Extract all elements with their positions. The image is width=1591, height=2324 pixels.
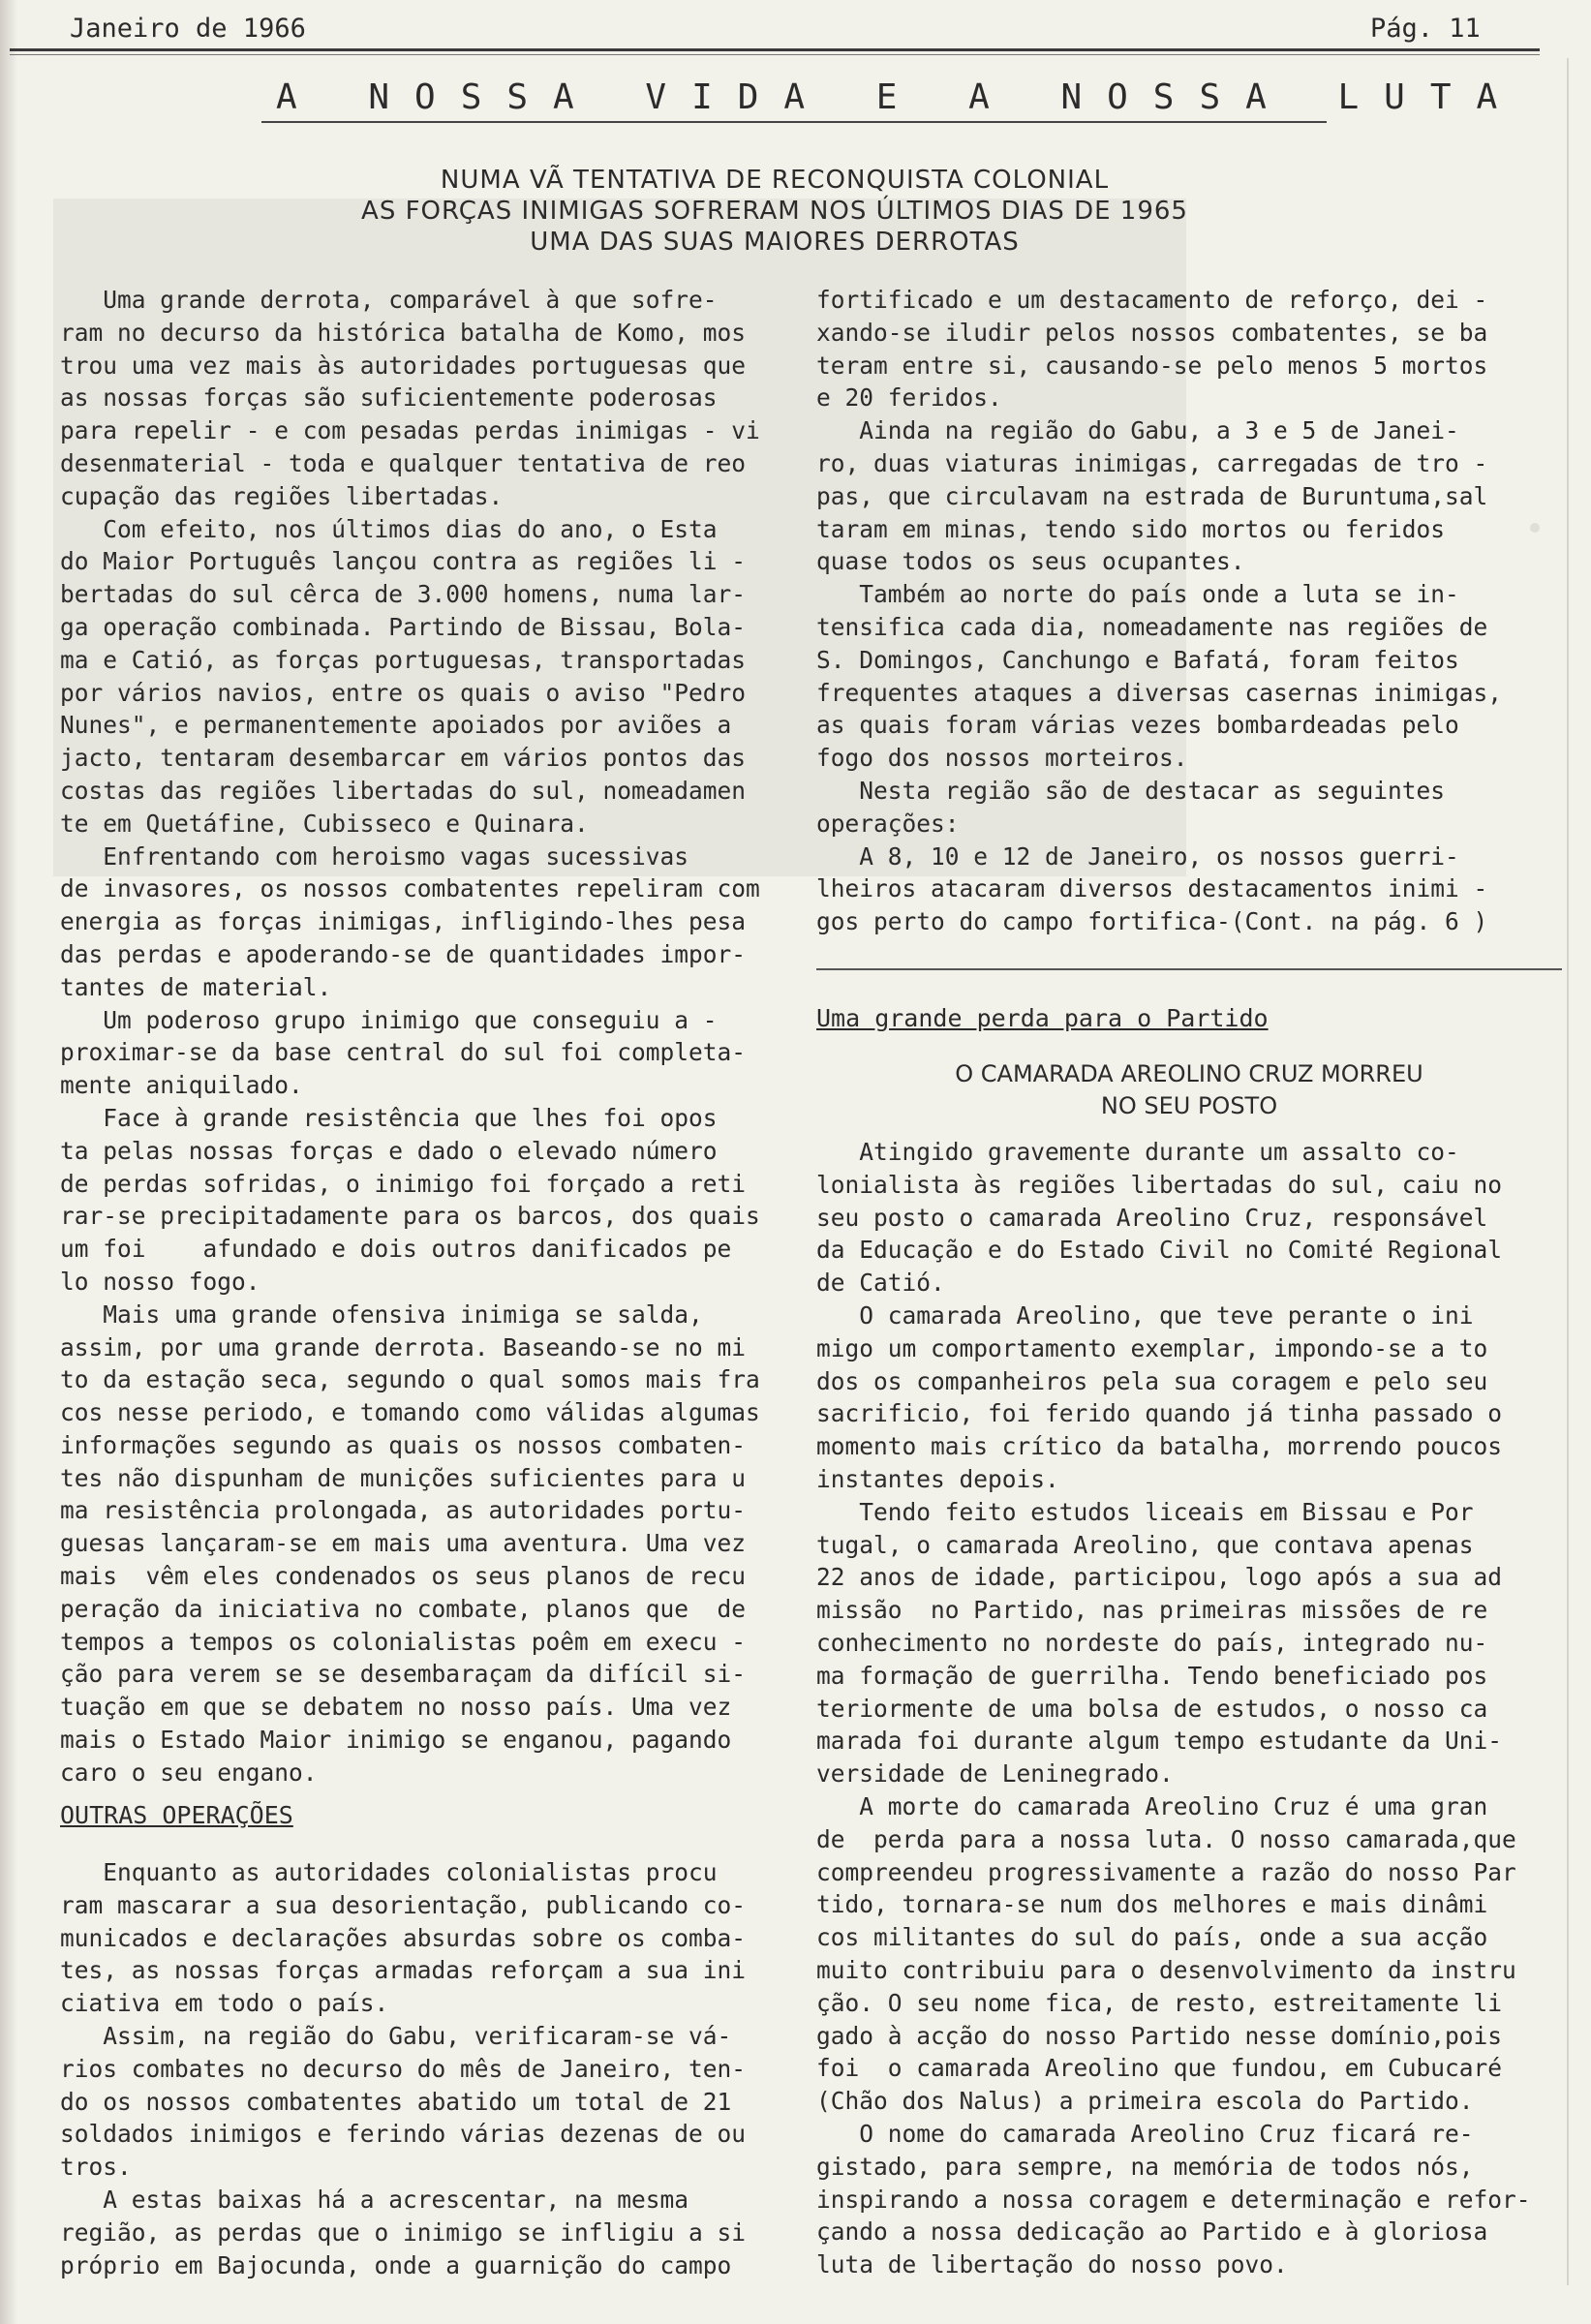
text-line: de invasores, os nossos combatentes repeliram com — [60, 874, 760, 903]
text-line: Enquanto as autoridades colonialistas procu — [60, 1858, 718, 1886]
obituary-column — [816, 1136, 1562, 2281]
text-line: mais vêm eles condenados os seus planos de recu — [60, 1562, 747, 1591]
text-line: tes, as nossas forças armadas reforçam a sua ini — [60, 1956, 747, 1985]
headline-line: UMA DAS SUAS MAIORES DERROTAS — [530, 228, 1020, 257]
text-line: quase todos os seus ocupantes. — [816, 547, 1245, 576]
text-line: to da estação seca, segundo o qual somos mais fra — [60, 1365, 760, 1394]
text-line: jacto, tentaram desembarcar em vários pontos das — [60, 744, 747, 773]
text-line: te em Quetáfine, Cubisseco e Quinara. — [60, 809, 589, 838]
text-line: rios combates no decurso do mês de Janeiro, ten- — [60, 2054, 747, 2083]
text-line: de Catió. — [816, 1269, 945, 1298]
text-line: Nunes", e permanentemente apoiados por aviões a — [60, 711, 732, 740]
text-line: Um poderoso grupo inimigo que conseguiu a - — [60, 1005, 718, 1034]
text-line: proximar-se da base central do sul foi completa- — [60, 1038, 747, 1067]
text-line: Face à grande resistência que lhes foi opos — [60, 1103, 718, 1132]
text-line: Enfrentando com heroismo vagas sucessivas — [60, 841, 689, 871]
text-line: região, as perdas que o inimigo se infligiu a si — [60, 2217, 747, 2247]
text-line: gistado, para sempre, na memória de todos nós, — [816, 2152, 1474, 2181]
text-line: cos militantes do sul do país, onde a sua acção — [816, 1923, 1488, 1952]
text-line: assim, por uma grande derrota. Baseando-se no mi — [60, 1332, 747, 1361]
text-line: A morte do camarada Areolino Cruz é uma gran — [816, 1791, 1488, 1820]
text-line: ciativa em todo o país. — [60, 1989, 389, 2018]
page-edge-shadow — [0, 0, 17, 2324]
text-line: caro o seu engano. — [60, 1758, 318, 1787]
main-article-left-column — [60, 284, 806, 1789]
text-line: do os nossos combatentes abatido um total de 21 — [60, 2087, 732, 2116]
text-line: rar-se precipitadamente para os barcos, dos quais — [60, 1202, 760, 1231]
text-line: Nesta região são de destacar as seguintes — [816, 776, 1446, 805]
text-line: frequentes ataques a diversas casernas inimigas, — [816, 678, 1503, 707]
text-line: sacrificio, foi ferido quando já tinha passado o — [816, 1399, 1503, 1428]
text-line: pas, que circulavam na estrada de Buruntuma,sal — [816, 481, 1488, 510]
text-line: teriormente de uma bolsa de estudos, o nosso ca — [816, 1694, 1488, 1723]
obituary-headline-line: O CAMARADA AREOLINO CRUZ MORREU — [955, 1060, 1423, 1087]
text-line: A 8, 10 e 12 de Janeiro, os nossos guerri- — [816, 841, 1459, 871]
text-line: desenmaterial - toda e qualquer tentativa de reo — [60, 448, 747, 477]
text-line: Uma grande derrota, comparável à que sofre- — [60, 286, 718, 314]
text-line: migo um comportamento exemplar, impondo-se a to — [816, 1333, 1488, 1362]
text-line: informações segundo as quais os nossos combaten- — [60, 1430, 747, 1459]
text-line: tros. — [60, 2153, 132, 2182]
text-line: O camarada Areolino, que teve perante o ini — [816, 1300, 1474, 1330]
headline-line: AS FORÇAS INIMIGAS SOFRERAM NOS ÚLTIMOS DIAS DE 1965 — [361, 197, 1188, 226]
header-rule-thin — [10, 54, 1540, 55]
text-line: ram mascarar a sua desorientação, publicando co- — [60, 1890, 747, 1919]
text-line: çando a nossa dedicação ao Partido e à gloriosa — [816, 2217, 1488, 2247]
text-line: ção. O seu nome fica, de resto, estreitamente li — [816, 1988, 1503, 2017]
text-line: Atingido gravemente durante um assalto co- — [816, 1138, 1459, 1166]
text-line: ma resistência prolongada, as autoridades portu- — [60, 1496, 747, 1525]
text-line: xando-se iludir pelos nossos combatentes, se ba — [816, 318, 1488, 347]
text-line: das perdas e apoderando-se de quantidades impor- — [60, 939, 747, 968]
text-line: um foi afundado e dois outros danificados pe — [60, 1235, 732, 1264]
text-line: tuação em que se debatem no nosso país. Uma vez — [60, 1693, 732, 1722]
text-line: teram entre si, causando-se pelo menos 5 mortos — [816, 351, 1488, 380]
text-line: tido, tornara-se num dos melhores e mais dinâmi — [816, 1890, 1488, 1919]
text-line: de perda para a nossa luta. O nosso camarada,que — [816, 1824, 1516, 1853]
text-line: costas das regiões libertadas do sul, nomeadamen — [60, 776, 747, 805]
text-line: Também ao norte do país onde a luta se in- — [816, 580, 1459, 609]
text-line: para repelir - e com pesadas perdas inimigas - vi — [60, 416, 760, 445]
text-line: do Maior Português lançou contra as regiões li - — [60, 547, 747, 576]
text-line: taram em minas, tendo sido mortos ou feridos — [816, 514, 1446, 543]
right-margin-fold — [1567, 58, 1569, 2285]
article-divider — [816, 968, 1562, 970]
text-line: compreendeu progressivamente a razão do nosso Par — [816, 1857, 1516, 1886]
text-line: tempos a tempos os colonialistas poêm em execu - — [60, 1627, 747, 1656]
text-line: Com efeito, nos últimos dias do ano, o Esta — [60, 514, 718, 543]
text-line: e 20 feridos. — [816, 383, 1002, 413]
text-line: as quais foram várias vezes bombardeadas pelo — [816, 711, 1459, 740]
text-line: tensifica cada dia, nomeadamente nas regiões de — [816, 612, 1488, 641]
text-line: Tendo feito estudos liceais em Bissau e Por — [816, 1497, 1474, 1526]
text-line: lonialista às regiões libertadas do sul, caiu no — [816, 1170, 1503, 1199]
text-line: Assim, na região do Gabu, verificaram-se vá- — [60, 2021, 732, 2050]
text-line: marada foi durante algum tempo estudante da Uni- — [816, 1727, 1503, 1756]
section-title-underline — [261, 121, 1327, 123]
text-line: fogo dos nossos morteiros. — [816, 744, 1188, 773]
text-line: 22 anos de idade, participou, logo após a sua ad — [816, 1563, 1503, 1592]
text-line: O nome do camarada Areolino Cruz ficará re- — [816, 2119, 1474, 2148]
text-line: luta de libertação do nosso povo. — [816, 2250, 1288, 2279]
text-line: ga operação combinada. Partindo de Bissau, Bola- — [60, 612, 747, 641]
obituary-tag: Uma grande perda para o Partido — [816, 1004, 1269, 1032]
text-line: cupação das regiões libertadas. — [60, 481, 504, 510]
text-line: mais o Estado Maior inimigo se enganou, pagando — [60, 1726, 732, 1755]
text-line: lo nosso fogo. — [60, 1267, 260, 1296]
text-line: versidade de Leninegrado. — [816, 1759, 1174, 1789]
text-line: momento mais crítico da batalha, morrendo poucos — [816, 1432, 1503, 1461]
text-line: as nossas forças são suficientemente poderosas — [60, 383, 718, 413]
text-line: conhecimento no nordeste do país, integrado nu- — [816, 1628, 1488, 1657]
text-line: ma e Catió, as forças portuguesas, transportadas — [60, 645, 747, 674]
text-line: foi o camarada Areolino que fundou, em Cubucaré — [816, 2054, 1503, 2083]
text-line: bertadas do sul cêrca de 3.000 homens, numa lar- — [60, 580, 747, 609]
text-line: tes não dispunham de munições suficientes para u — [60, 1463, 747, 1492]
header-page-number: Pág. 11 — [1370, 14, 1481, 44]
subsection-column — [60, 1856, 806, 2281]
text-line: Ainda na região do Gabu, a 3 e 5 de Janei- — [816, 416, 1459, 445]
text-line: trou uma vez mais às autoridades portuguesas que — [60, 351, 747, 380]
text-line: por vários navios, entre os quais o aviso "Pedro — [60, 678, 747, 707]
text-line: energia as forças inimigas, infligindo-lhes pesa — [60, 907, 747, 936]
text-line: (Chão dos Nalus) a primeira escola do Partido. — [816, 2087, 1474, 2116]
text-line: tugal, o camarada Areolino, que contava apenas — [816, 1530, 1474, 1559]
text-line: municados e declarações absurdas sobre os comba- — [60, 1923, 747, 1952]
text-line: Mais uma grande ofensiva inimiga se salda, — [60, 1300, 703, 1329]
header-date: Janeiro de 1966 — [70, 14, 306, 44]
text-line: operações: — [816, 809, 960, 838]
text-line: ro, duas viaturas inimigas, carregadas de tro - — [816, 448, 1488, 477]
text-line: ta pelas nossas forças e dado o elevado número — [60, 1136, 718, 1165]
text-line: gos perto do campo fortifica-(Cont. na pág. 6 ) — [816, 907, 1488, 936]
text-line: próprio em Bajocunda, onde a guarnição do campo — [60, 2250, 732, 2279]
text-line: lheiros atacaram diversos destacamentos inimi - — [816, 874, 1488, 903]
text-line: peração da iniciativa no combate, planos que de — [60, 1594, 747, 1623]
section-title: A NOSSA VIDA E A NOSSA LUTA — [276, 77, 1523, 117]
header-rule — [10, 48, 1540, 51]
text-line: ção para verem se se desembaraçam da difícil si- — [60, 1660, 747, 1689]
text-line: dos os companheiros pela sua coragem e pelo seu — [816, 1366, 1488, 1395]
text-line: seu posto o camarada Areolino Cruz, responsável — [816, 1203, 1488, 1232]
text-line: ram no decurso da histórica batalha de Komo, mos — [60, 318, 747, 347]
text-line: tantes de material. — [60, 972, 332, 1001]
text-line: gado à acção do nosso Partido nesse domínio,pois — [816, 2021, 1503, 2050]
text-line: muito contribuiu para o desenvolvimento da instru — [816, 1955, 1516, 1984]
text-line: fortificado e um destacamento de reforço, dei - — [816, 286, 1488, 314]
headline-line: NUMA VÃ TENTATIVA DE RECONQUISTA COLONIAL — [440, 166, 1110, 195]
text-line: soldados inimigos e ferindo várias dezenas de ou — [60, 2120, 747, 2149]
text-line: A estas baixas há a acrescentar, na mesma — [60, 2185, 689, 2214]
text-line: inspirando a nossa coragem e determinação e refor- — [816, 2185, 1531, 2214]
text-line: guesas lançaram-se em mais uma aventura. Uma vez — [60, 1529, 747, 1558]
text-line: ma formação de guerrilha. Tendo beneficiado pos — [816, 1661, 1488, 1690]
obituary-headline-line: NO SEU POSTO — [1100, 1092, 1278, 1119]
text-line: de perdas sofridas, o inimigo foi forçado a reti — [60, 1169, 747, 1198]
obituary-headline — [816, 1058, 1562, 1122]
text-line: da Educação e do Estado Civil no Comité Regional — [816, 1236, 1503, 1265]
main-article-right-column — [816, 284, 1562, 938]
text-line: instantes depois. — [816, 1464, 1059, 1493]
text-line: cos nesse periodo, e tomando como válidas algumas — [60, 1398, 760, 1427]
subsection-title: OUTRAS OPERAÇÕES — [60, 1801, 293, 1829]
text-line: missão no Partido, nas primeiras missões de re — [816, 1596, 1488, 1625]
text-line: mente aniquilado. — [60, 1071, 303, 1100]
main-headline — [194, 165, 1356, 258]
text-line: S. Domingos, Canchungo e Bafatá, foram feitos — [816, 645, 1459, 674]
